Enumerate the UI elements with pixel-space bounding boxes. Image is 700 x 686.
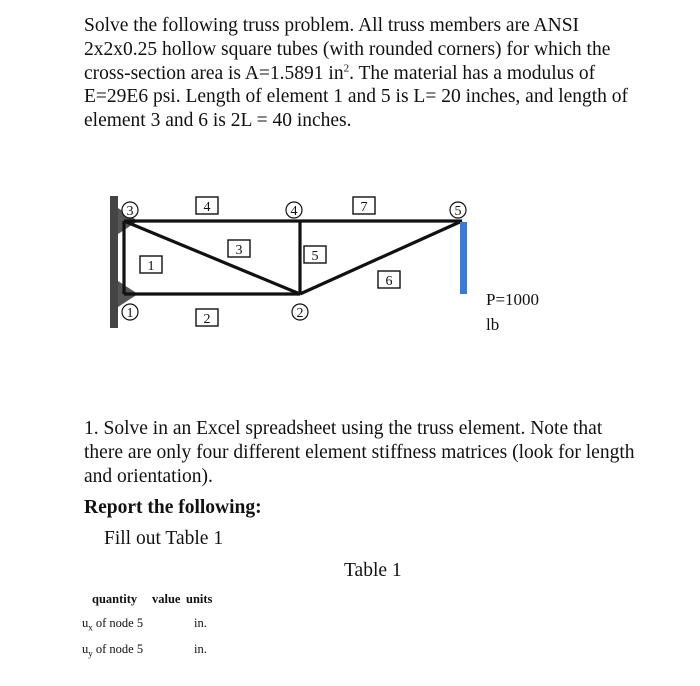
element-label-7 bbox=[353, 197, 375, 215]
load-label-unit: lb bbox=[486, 315, 500, 334]
row-1-units: in. bbox=[194, 616, 207, 630]
element-label-1 bbox=[140, 256, 162, 274]
svg-text:3: 3 bbox=[235, 243, 243, 258]
header-units: units bbox=[186, 592, 213, 606]
header-value: value bbox=[152, 592, 181, 606]
svg-text:3: 3 bbox=[126, 204, 134, 219]
element-label-4 bbox=[196, 197, 218, 215]
svg-text:5: 5 bbox=[454, 204, 462, 219]
svg-text:7: 7 bbox=[360, 200, 368, 215]
svg-text:4: 4 bbox=[203, 200, 211, 215]
problem-rest: . The material has a modulus of E=29E6 psi. Length of element 1 and 5 is L= 20 inches, and length of element 3 and 6 is 2L = 40 inches. bbox=[84, 62, 629, 132]
load-arrow bbox=[460, 222, 467, 294]
svg-text:2: 2 bbox=[203, 312, 211, 327]
instruction: Fill out Table 1 bbox=[104, 528, 224, 549]
problem-intro: Solve the following truss problem. All truss members are ANSI 2x2x0.25 hollow square tubes (with rounded corners) for which the cross-section area is A=1.5891 in bbox=[84, 15, 611, 84]
element-label-6 bbox=[378, 271, 400, 289]
row-2-units: in. bbox=[194, 642, 207, 656]
row-1-quantity: $u_x$ of node 5 bbox=[82, 616, 144, 633]
node-label-2 bbox=[292, 304, 308, 321]
svg-text:1: 1 bbox=[126, 306, 134, 321]
svg-text:6: 6 bbox=[385, 274, 393, 289]
svg-text:4: 4 bbox=[290, 204, 298, 219]
support-wall bbox=[110, 196, 118, 328]
svg-text:2: 2 bbox=[296, 306, 304, 321]
svg-text:5: 5 bbox=[311, 249, 319, 264]
area-exponent: 2 bbox=[343, 62, 350, 75]
element-label-2 bbox=[196, 309, 218, 327]
header-quantity: quantity bbox=[92, 592, 138, 606]
question-1: 1. Solve in an Excel spreadsheet using the truss element. Note that there are only four different element stiffness matrices (look for length and orientation). bbox=[84, 418, 635, 487]
node-label-4 bbox=[286, 202, 302, 219]
row-2-quantity: $u_y$ of node 5 bbox=[82, 642, 144, 659]
node-label-3 bbox=[122, 202, 138, 219]
node-label-1 bbox=[122, 304, 138, 321]
element-label-5 bbox=[304, 246, 326, 264]
table-title: Table 1 bbox=[344, 560, 402, 581]
load-label-value: P=1000 bbox=[486, 290, 540, 309]
report-heading: Report the following: bbox=[84, 497, 262, 518]
node-label-5 bbox=[450, 202, 466, 219]
svg-text:1: 1 bbox=[147, 259, 155, 274]
element-label-3 bbox=[228, 240, 250, 258]
